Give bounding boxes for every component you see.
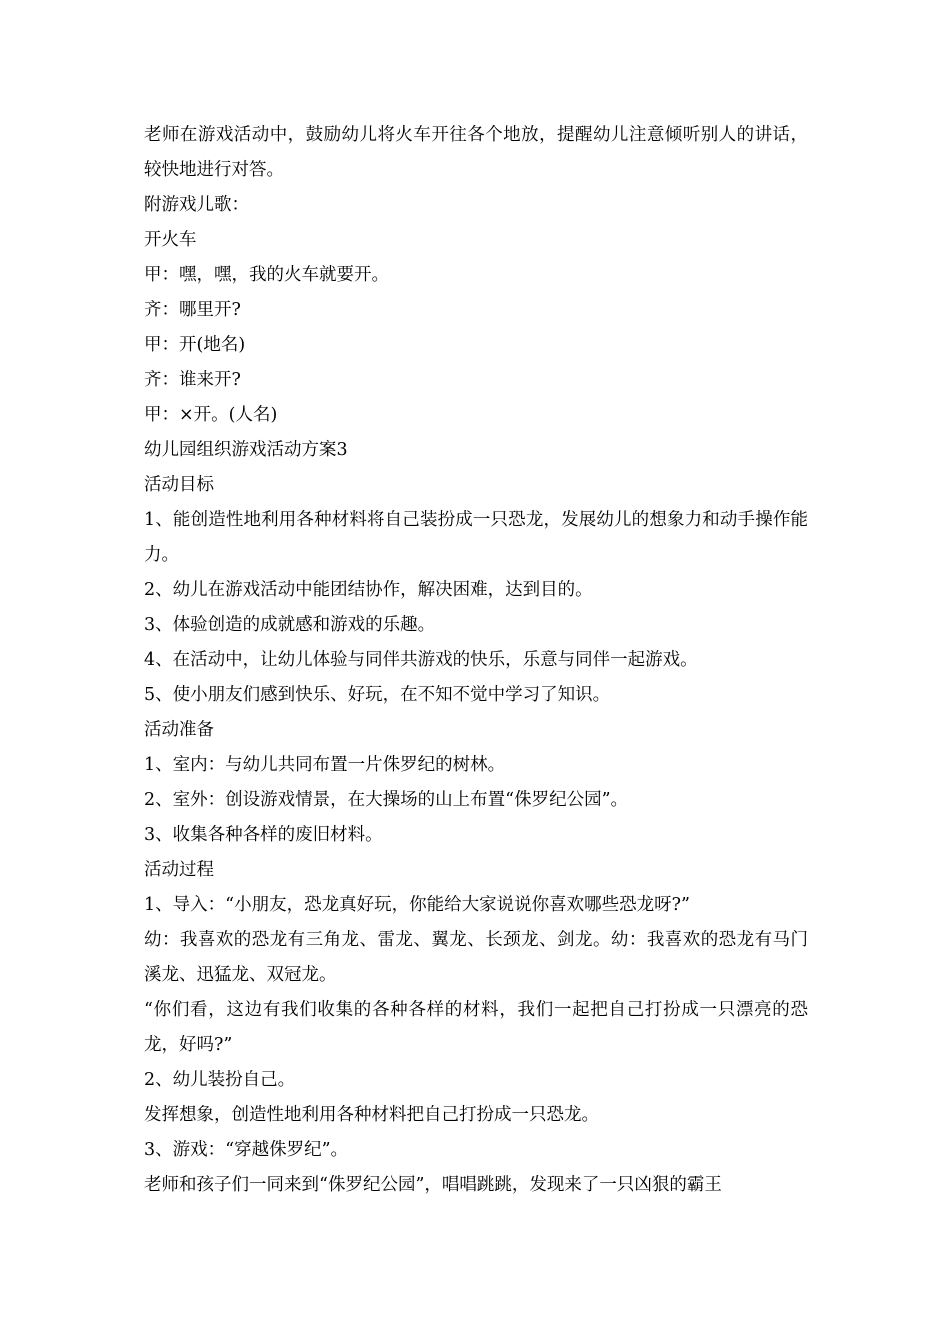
heading: 活动准备 [144, 720, 214, 740]
paragraph: 甲：嘿，嘿，我的火车就要开。 [144, 265, 389, 285]
paragraph: 齐：哪里开? [144, 300, 241, 320]
paragraph: “你们看，这边有我们收集的各种各样的材料，我们一起把自己打扮成一只漂亮的恐龙，好吗?” [144, 1000, 808, 1055]
heading: 活动目标 [144, 475, 214, 495]
heading: 开火车 [144, 230, 197, 250]
list-item: 1、导入：“小朋友，恐龙真好玩，你能给大家说说你喜欢哪些恐龙呀?” [144, 895, 690, 915]
paragraph: 老师在游戏活动中，鼓励幼儿将火车开往各个地放，提醒幼儿注意倾听别人的讲话，较快地进行对答。 [144, 125, 808, 180]
paragraph: 附游戏儿歌： [144, 195, 249, 215]
list-item: 2、幼儿装扮自己。 [144, 1070, 296, 1090]
list-item: 2、幼儿在游戏活动中能团结协作，解决困难，达到目的。 [144, 580, 593, 600]
list-item: 3、收集各种各样的废旧材料。 [144, 825, 383, 845]
list-item: 3、游戏：“穿越侏罗纪”。 [144, 1140, 349, 1160]
list-item: 4、在活动中，让幼儿体验与同伴共游戏的快乐，乐意与同伴一起游戏。 [144, 650, 698, 670]
list-item: 5、使小朋友们感到快乐、好玩，在不知不觉中学习了知识。 [144, 685, 611, 705]
paragraph: 发挥想象，创造性地利用各种材料把自己打扮成一只恐龙。 [144, 1105, 599, 1125]
paragraph: 幼：我喜欢的恐龙有三角龙、雷龙、翼龙、长颈龙、剑龙。幼：我喜欢的恐龙有马门溪龙、迅猛龙、双冠龙。 [144, 930, 808, 985]
list-item: 2、室外：创设游戏情景，在大操场的山上布置“侏罗纪公园”。 [144, 790, 629, 810]
paragraph: 齐：谁来开? [144, 370, 241, 390]
section-title: 幼儿园组织游戏活动方案3 [144, 440, 348, 460]
document-body [144, 118, 808, 1203]
list-item: 1、能创造性地利用各种材料将自己装扮成一只恐龙，发展幼儿的想象力和动手操作能力。 [144, 510, 808, 565]
list-item: 1、室内：与幼儿共同布置一片侏罗纪的树林。 [144, 755, 506, 775]
paragraph: 甲：开(地名) [144, 335, 246, 355]
paragraph: 甲：×开。(人名) [144, 405, 278, 425]
paragraph: 老师和孩子们一同来到“侏罗纪公园”，唱唱跳跳，发现来了一只凶狠的霸王 [144, 1175, 722, 1195]
list-item: 3、体验创造的成就感和游戏的乐趣。 [144, 615, 436, 635]
heading: 活动过程 [144, 860, 214, 880]
